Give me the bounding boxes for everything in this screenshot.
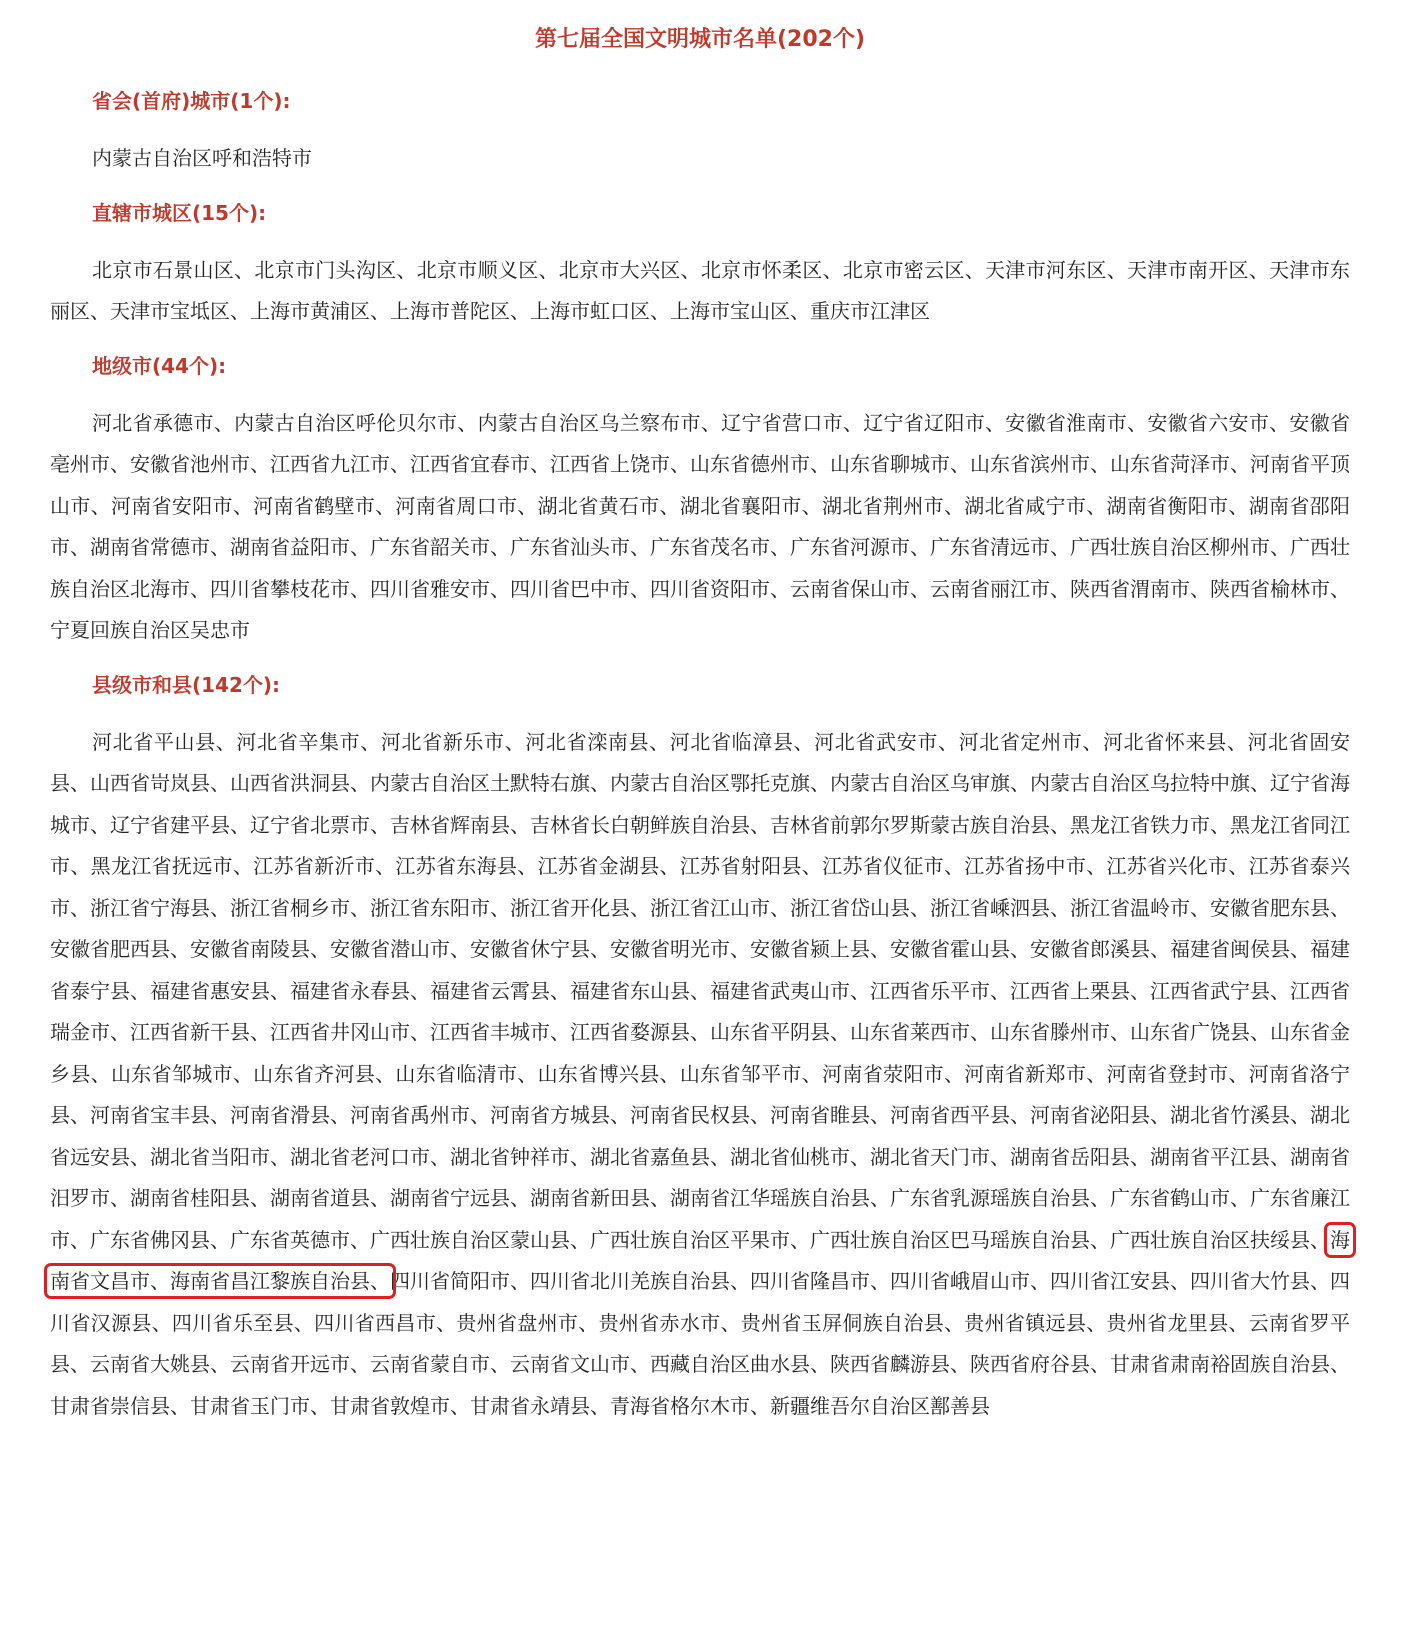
highlighted-entries: 海南省文昌市、海南省昌江黎族自治县、 bbox=[50, 1227, 1350, 1293]
section-body: 河北省承德市、内蒙古自治区呼伦贝尔市、内蒙古自治区乌兰察布市、辽宁省营口市、辽宁省辽阳市、安徽省淮南市、安徽省六安市、安徽省亳州市、安徽省池州市、江西省九江市、江西省宜春市、江西省上饶市、山东省德州市、山东省聊城市、山东省滨州市、山东省菏泽市、河南省平顶山市、河南省安阳市、河南省鹤壁市、河南省周口市、湖北省黄石市、湖北省襄阳市、湖北省荆州市、湖北省咸宁市、湖南省衡阳市、湖南省邵阳市、湖南省常德市、湖南省益阳市、广东省韶关市、广东省汕头市、广东省茂名市、广东省河源市、广东省清远市、广西壮族自治区柳州市、广西壮族自治区北海市、四川省攀枝花市、四川省雅安市、四川省巴中市、四川省资阳市、云南省保山市、云南省丽江市、陕西省渭南市、陕西省榆林市、宁夏回族自治区吴忠市 bbox=[50, 410, 1350, 642]
section-heading: 直辖市城区(15个): bbox=[92, 200, 267, 225]
section-body-part: 四川省简阳市、四川省北川羌族自治县、四川省隆昌市、四川省峨眉山市、四川省江安县、四川省大竹县、四川省汉源县、四川省乐至县、四川省西昌市、贵州省盘州市、贵州省赤水市、贵州省玉屏侗族自治县、贵州省镇远县、贵州省龙里县、云南省罗平县、云南省大姚县、云南省开远市、云南省蒙自市、云南省文山市、西藏自治区曲水县、陕西省麟游县、陕西省府谷县、甘肃省肃南裕固族自治县、甘肃省崇信县、甘肃省玉门市、甘肃省敦煌市、甘肃省永靖县、青海省格尔木市、新疆维吾尔自治区鄯善县 bbox=[50, 1269, 1350, 1418]
section-heading: 地级市(44个): bbox=[92, 353, 227, 378]
section-heading: 省会(首府)城市(1个): bbox=[92, 89, 291, 113]
section-body: 内蒙古自治区呼和浩特市 bbox=[92, 146, 312, 170]
section-county-cities bbox=[50, 670, 1350, 1428]
section-heading: 县级市和县(142个): bbox=[92, 672, 281, 697]
section-prefecture-cities bbox=[50, 351, 1350, 652]
page-title: 第七届全国文明城市名单(202个) bbox=[534, 27, 866, 52]
section-body bbox=[50, 722, 1350, 1428]
document bbox=[50, 14, 1350, 1445]
section-municipal-districts bbox=[50, 198, 1350, 333]
section-body: 北京市石景山区、北京市门头沟区、北京市顺义区、北京市大兴区、北京市怀柔区、北京市密云区、天津市河东区、天津市南开区、天津市东丽区、天津市宝坻区、上海市黄浦区、上海市普陀区、上海市虹口区、上海市宝山区、重庆市江津区 bbox=[50, 257, 1350, 323]
section-provincial-capitals bbox=[50, 86, 1350, 180]
section-body-part: 河北省平山县、河北省辛集市、河北省新乐市、河北省滦南县、河北省临漳县、河北省武安市、河北省定州市、河北省怀来县、河北省固安县、山西省岢岚县、山西省洪洞县、内蒙古自治区土默特右旗、内蒙古自治区鄂托克旗、内蒙古自治区乌审旗、内蒙古自治区乌拉特中旗、辽宁省海城市、辽宁省建平县、辽宁省北票市、吉林省辉南县、吉林省长白朝鲜族自治县、吉林省前郭尔罗斯蒙古族自治县、黑龙江省铁力市、黑龙江省同江市、黑龙江省抚远市、江苏省新沂市、江苏省东海县、江苏省金湖县、江苏省射阳县、江苏省仪征市、江苏省扬中市、江苏省兴化市、江苏省泰兴市、浙江省宁海县、浙江省桐乡市、浙江省东阳市、浙江省开化县、浙江省江山市、浙江省岱山县、浙江省嵊泗县、浙江省温岭市、安徽省肥东县、安徽省肥西县、安徽省南陵县、安徽省潜山市、安徽省休宁县、安徽省明光市、安徽省颍上县、安徽省霍山县、安徽省郎溪县、福建省闽侯县、福建省泰宁县、福建省惠安县、福建省永春县、福建省云霄县、福建省东山县、福建省武夷山市、江西省乐平市、江西省上栗县、江西省武宁县、江西省瑞金市、江西省新干县、江西省井冈山市、江西省丰城市、江西省婺源县、山东省平阴县、山东省莱西市、山东省滕州市、山东省广饶县、山东省金乡县、山东省邹城市、山东省齐河县、山东省临清市、山东省博兴县、山东省邹平市、河南省荥阳市、河南省新郑市、河南省登封市、河南省洛宁县、河南省宝丰县、河南省滑县、河南省禹州市、河南省方城县、河南省民权县、河南省睢县、河南省西平县、河南省泌阳县、湖北省竹溪县、湖北省远安县、湖北省当阳市、湖北省老河口市、湖北省钟祥市、湖北省嘉鱼县、湖北省仙桃市、湖北省天门市、湖南省岳阳县、湖南省平江县、湖南省汨罗市、湖南省桂阳县、湖南省道县、湖南省宁远县、湖南省新田县、湖南省江华瑶族自治县、广东省乳源瑶族自治县、广东省鹤山市、广东省廉江市、广东省佛冈县、广东省英德市、广西壮族自治区蒙山县、广西壮族自治区平果市、广西壮族自治区巴马瑶族自治县、广西壮族自治区扶绥县、 bbox=[50, 729, 1350, 1252]
